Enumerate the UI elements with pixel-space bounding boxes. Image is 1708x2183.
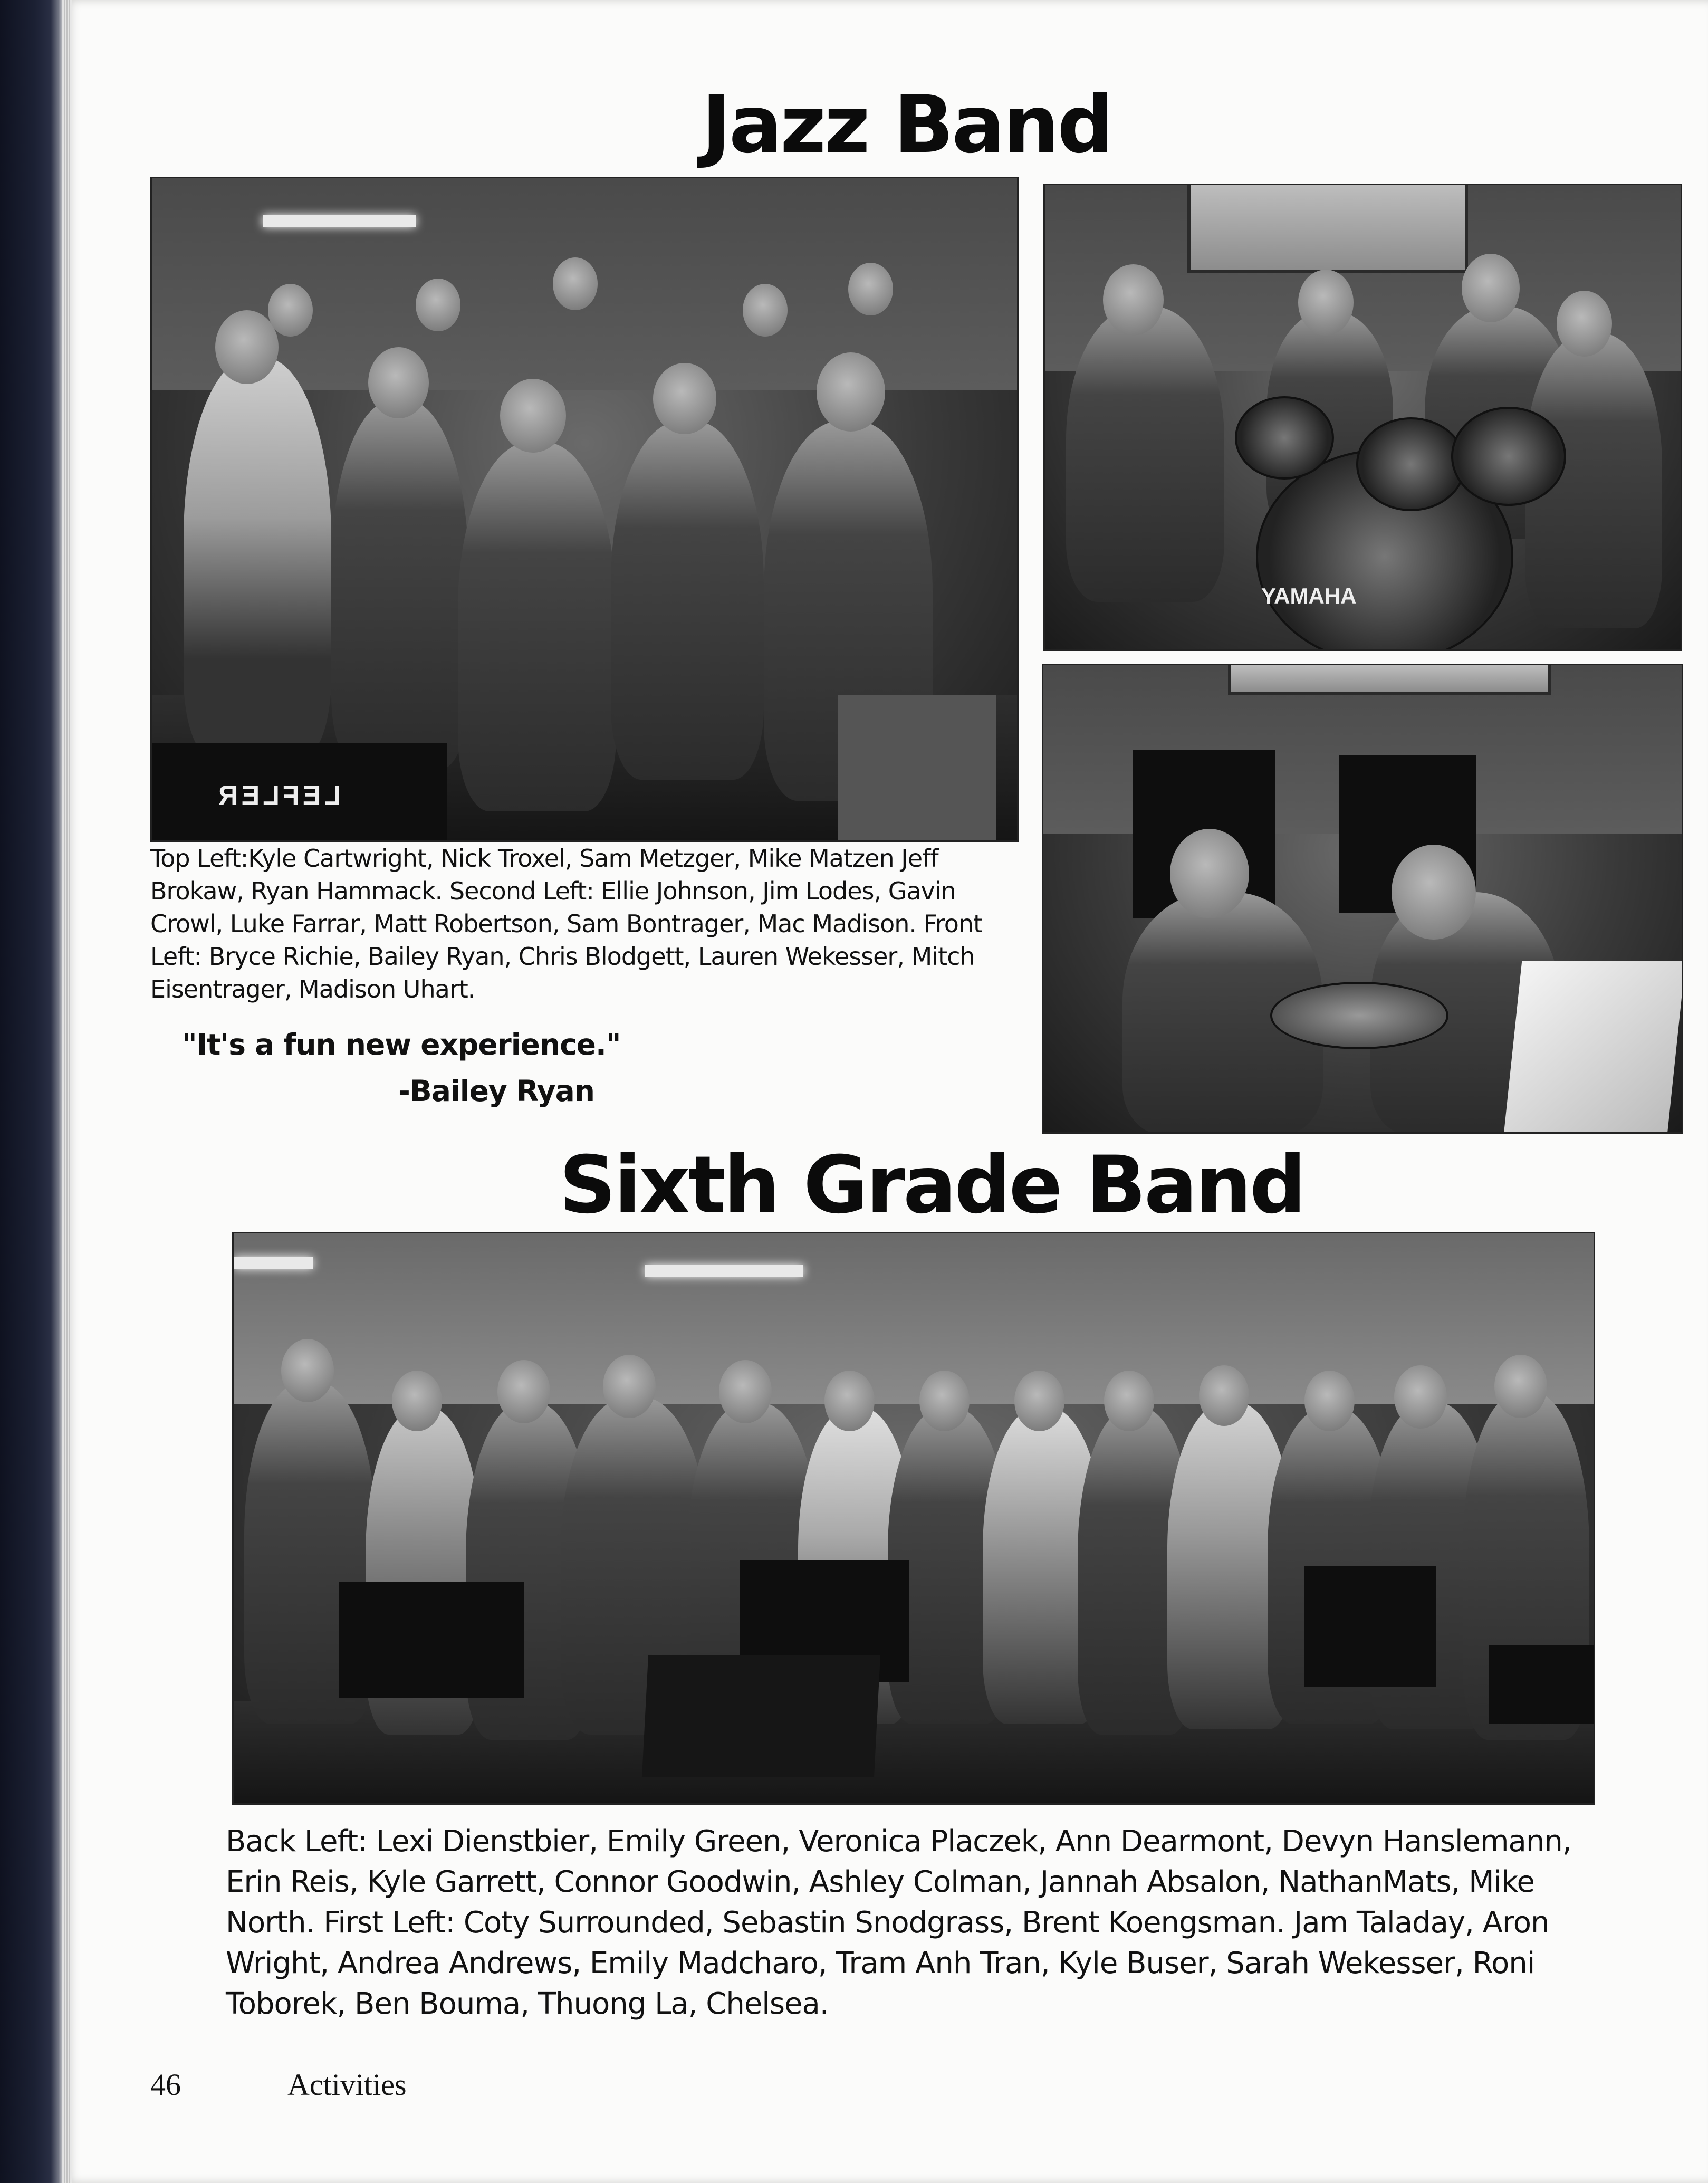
book-spine [0, 0, 63, 2183]
sixth-grade-band-photo [232, 1232, 1595, 1805]
sixth-grade-band-title: Sixth Grade Band [559, 1140, 1304, 1231]
jazz-band-piano-photo [1042, 664, 1683, 1134]
music-case-label: LEFLER [215, 780, 341, 811]
jazz-band-quote: "It's a fun new experience." [182, 1028, 621, 1061]
jazz-band-title: Jazz Band [702, 79, 1112, 171]
page-gutter [62, 0, 72, 2183]
jazz-band-quote-author: -Bailey Ryan [398, 1074, 594, 1108]
page-number: 46 [150, 2067, 181, 2102]
section-name: Activities [287, 2067, 407, 2102]
jazz-band-caption: Top Left:Kyle Cartwright, Nick Troxel, Sam Metzger, Mike Matzen Jeff Brokaw, Ryan Hammack. Second Left: Ellie Johnson, Jim Lodes, Gavin Crowl, Luke Farrar, Matt Robertson, Sam Bontrager, Mac Madison. Front Left: Bryce Richie, Bailey Ryan, Chris Blodgett, Lauren Wekesser, Mitch Eisentrager, Madison Uhart. [150, 844, 983, 1003]
jazz-band-drums-photo [1043, 184, 1682, 651]
drum-brand-label: YAMAHA [1261, 583, 1357, 608]
jazz-band-group-photo [150, 177, 1019, 842]
sixth-grade-band-caption: Back Left: Lexi Dienstbier, Emily Green, Veronica Placzek, Ann Dearmont, Devyn Hanslemann, Erin Reis, Kyle Garrett, Connor Goodwin, Ashley Colman, Jannah Absalon, NathanMats, Mike North. First Left: Coty Surrounded, Sebastin Snodgrass, Brent Koengsman. Jam Taladay, Aron Wright, Andrea Andrews, Emily Madcharo, Tram Anh Tran, Kyle Buser, Sarah Wekesser, Roni Toborek, Ben Bouma, Thuong La, Chelsea. [226, 1824, 1571, 2021]
